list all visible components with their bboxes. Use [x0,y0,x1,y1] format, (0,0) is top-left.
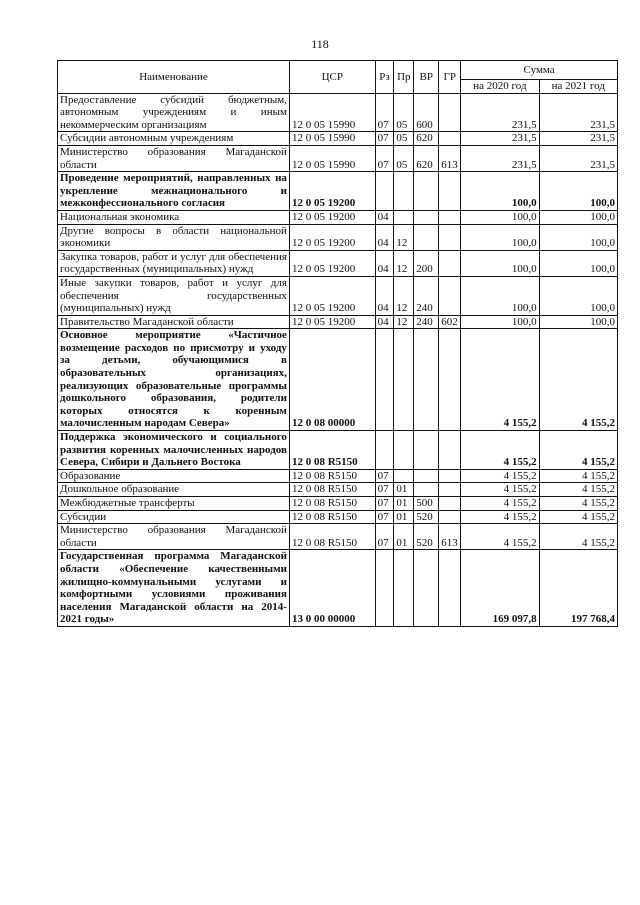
cell-rz: 04 [375,315,394,329]
cell-sum-2021: 4 155,2 [539,524,617,550]
cell-gr [439,172,461,211]
cell-pr: 01 [394,524,414,550]
cell-csr: 12 0 05 15990 [289,93,375,132]
cell-vr: 620 [414,132,439,146]
header-sum-2020: на 2020 год [461,80,539,94]
table-row [58,315,618,329]
cell-sum-2021: 4 155,2 [539,497,617,511]
cell-pr [394,172,414,211]
cell-vr [414,550,439,627]
cell-sum-2020: 4 155,2 [461,497,539,511]
header-sum: Сумма [461,61,618,80]
cell-name: Субсидии автономным учреждениям [58,132,290,146]
cell-rz: 07 [375,524,394,550]
cell-rz: 07 [375,469,394,483]
cell-csr: 12 0 08 R5150 [289,469,375,483]
cell-sum-2020: 231,5 [461,145,539,171]
cell-vr: 520 [414,524,439,550]
cell-name: Проведение мероприятий, направленных на укрепление межнационального и межконфессионального согласия [58,172,290,211]
cell-vr [414,469,439,483]
cell-vr: 500 [414,497,439,511]
cell-rz: 04 [375,224,394,250]
cell-name: Субсидии [58,510,290,524]
cell-sum-2020: 100,0 [461,250,539,276]
cell-sum-2021: 100,0 [539,210,617,224]
cell-sum-2021: 100,0 [539,172,617,211]
table-row [58,276,618,315]
cell-csr: 12 0 08 00000 [289,329,375,431]
cell-sum-2020: 100,0 [461,315,539,329]
table-row [58,132,618,146]
cell-rz [375,431,394,470]
cell-rz: 07 [375,145,394,171]
cell-sum-2020: 4 155,2 [461,510,539,524]
cell-sum-2021: 4 155,2 [539,329,617,431]
header-name: Наименование [58,61,290,94]
cell-sum-2020: 100,0 [461,224,539,250]
cell-name: Поддержка экономического и социального развития коренных малочисленных народов Севера, Сибири и Дальнего Востока [58,431,290,470]
cell-vr: 240 [414,276,439,315]
cell-name: Межбюджетные трансферты [58,497,290,511]
budget-table [57,60,618,627]
cell-gr [439,469,461,483]
cell-pr [394,329,414,431]
cell-gr [439,483,461,497]
cell-vr [414,172,439,211]
cell-sum-2021: 231,5 [539,132,617,146]
cell-vr: 520 [414,510,439,524]
header-csr: ЦСР [289,61,375,94]
cell-csr: 12 0 05 19200 [289,315,375,329]
cell-pr: 12 [394,250,414,276]
cell-rz: 07 [375,510,394,524]
cell-name: Иные закупки товаров, работ и услуг для обеспечения государственных (муниципальных) нужд [58,276,290,315]
table-row [58,145,618,171]
cell-sum-2020: 4 155,2 [461,524,539,550]
table-row [58,469,618,483]
cell-pr [394,469,414,483]
cell-sum-2021: 4 155,2 [539,431,617,470]
cell-rz [375,550,394,627]
cell-name: Государственная программа Магаданской области «Обеспечение качественными жилищно-коммунальными услугами и комфортными условиями проживания населения Магаданской области на 2014-2021 годы» [58,550,290,627]
cell-vr [414,224,439,250]
cell-sum-2021: 4 155,2 [539,469,617,483]
table-body [58,93,618,626]
cell-gr: 602 [439,315,461,329]
cell-csr: 12 0 05 19200 [289,210,375,224]
page-number: 118 [311,37,329,51]
cell-sum-2021: 231,5 [539,145,617,171]
cell-pr: 12 [394,224,414,250]
cell-sum-2020: 169 097,8 [461,550,539,627]
table-row [58,524,618,550]
cell-gr [439,510,461,524]
cell-name: Национальная экономика [58,210,290,224]
cell-name: Правительство Магаданской области [58,315,290,329]
cell-rz: 04 [375,250,394,276]
cell-sum-2020: 100,0 [461,276,539,315]
cell-name: Другие вопросы в области национальной экономики [58,224,290,250]
cell-gr [439,497,461,511]
cell-gr [439,132,461,146]
cell-sum-2020: 100,0 [461,210,539,224]
cell-csr: 12 0 05 15990 [289,145,375,171]
table-row [58,329,618,431]
cell-name: Основное мероприятие «Частичное возмещение расходов по присмотру и уходу за детьми, обучающимися в образовательных организациях, реализующих образовательные программы дошкольного образования, родители которых относятся к коренным малочисленным народам Севера» [58,329,290,431]
table-row [58,210,618,224]
cell-rz: 07 [375,483,394,497]
cell-gr [439,250,461,276]
cell-vr [414,483,439,497]
cell-sum-2021: 100,0 [539,224,617,250]
cell-csr: 12 0 05 19200 [289,172,375,211]
cell-gr [439,329,461,431]
cell-gr: 613 [439,524,461,550]
cell-sum-2021: 197 768,4 [539,550,617,627]
cell-pr: 01 [394,483,414,497]
cell-vr: 600 [414,93,439,132]
cell-rz: 04 [375,210,394,224]
cell-sum-2021: 100,0 [539,276,617,315]
cell-sum-2021: 100,0 [539,250,617,276]
table-row [58,224,618,250]
cell-csr: 12 0 08 R5150 [289,431,375,470]
cell-rz: 07 [375,132,394,146]
header-vr: ВР [414,61,439,94]
cell-name: Министерство образования Магаданской области [58,524,290,550]
cell-pr [394,550,414,627]
table-row [58,483,618,497]
table-row [58,250,618,276]
cell-pr: 05 [394,132,414,146]
cell-csr: 13 0 00 00000 [289,550,375,627]
cell-sum-2021: 4 155,2 [539,483,617,497]
table-row [58,431,618,470]
cell-name: Предоставление субсидий бюджетным, автономным учреждениям и иным некоммерческим организациям [58,93,290,132]
table-row [58,550,618,627]
cell-csr: 12 0 08 R5150 [289,524,375,550]
table-row [58,510,618,524]
cell-name: Закупка товаров, работ и услуг для обеспечения государственных (муниципальных) нужд [58,250,290,276]
cell-sum-2021: 100,0 [539,315,617,329]
header-gr: ГР [439,61,461,94]
cell-gr [439,550,461,627]
cell-pr [394,210,414,224]
cell-vr: 240 [414,315,439,329]
header-sum-2021: на 2021 год [539,80,617,94]
cell-gr: 613 [439,145,461,171]
header-pr: Пр [394,61,414,94]
table-row [58,172,618,211]
cell-gr [439,210,461,224]
header-rz: Рз [375,61,394,94]
cell-sum-2020: 231,5 [461,93,539,132]
table-row [58,497,618,511]
cell-csr: 12 0 05 19200 [289,250,375,276]
cell-sum-2020: 4 155,2 [461,483,539,497]
cell-sum-2020: 100,0 [461,172,539,211]
cell-csr: 12 0 08 R5150 [289,483,375,497]
cell-name: Дошкольное образование [58,483,290,497]
cell-vr [414,329,439,431]
cell-rz [375,172,394,211]
cell-csr: 12 0 05 19200 [289,224,375,250]
cell-csr: 12 0 08 R5150 [289,510,375,524]
cell-sum-2020: 231,5 [461,132,539,146]
cell-rz: 07 [375,93,394,132]
cell-pr: 01 [394,510,414,524]
cell-csr: 12 0 08 R5150 [289,497,375,511]
cell-pr: 05 [394,93,414,132]
cell-sum-2021: 4 155,2 [539,510,617,524]
cell-vr: 620 [414,145,439,171]
cell-name: Министерство образования Магаданской области [58,145,290,171]
cell-gr [439,431,461,470]
cell-vr [414,210,439,224]
cell-gr [439,276,461,315]
cell-pr: 12 [394,315,414,329]
cell-pr: 12 [394,276,414,315]
cell-gr [439,224,461,250]
cell-sum-2021: 231,5 [539,93,617,132]
cell-vr [414,431,439,470]
table-row [58,93,618,132]
cell-rz: 07 [375,497,394,511]
cell-gr [439,93,461,132]
cell-csr: 12 0 05 19200 [289,276,375,315]
cell-sum-2020: 4 155,2 [461,329,539,431]
cell-name: Образование [58,469,290,483]
cell-sum-2020: 4 155,2 [461,431,539,470]
cell-pr [394,431,414,470]
cell-rz: 04 [375,276,394,315]
cell-sum-2020: 4 155,2 [461,469,539,483]
cell-rz [375,329,394,431]
cell-csr: 12 0 05 15990 [289,132,375,146]
cell-pr: 05 [394,145,414,171]
cell-vr: 200 [414,250,439,276]
cell-pr: 01 [394,497,414,511]
